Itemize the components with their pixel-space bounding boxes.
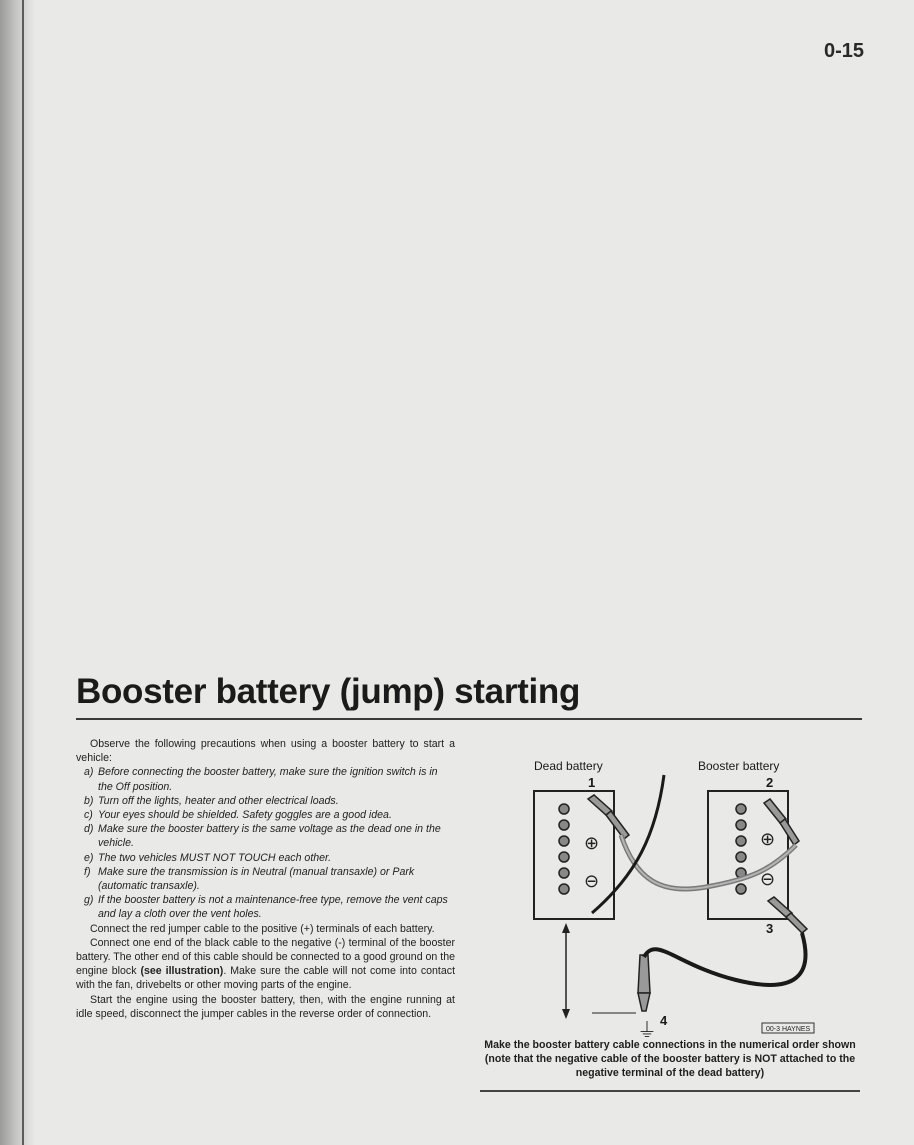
binding-edge [22, 0, 24, 1145]
booster-battery-label: Booster battery [698, 759, 780, 773]
page-binding-shadow [0, 0, 34, 1145]
intro-paragraph: Observe the following precautions when using a booster battery to start a vehicle: [76, 738, 455, 765]
dead-negative-terminal: ⊖ [584, 871, 600, 892]
dead-battery-label: Dead battery [534, 759, 603, 773]
list-item: f) Make sure the transmission is in Neutral (manual transaxle) or Park (automatic transaxle). [84, 865, 415, 893]
booster-negative-terminal: ⊖ [760, 869, 776, 890]
page-number: 0-15 [823, 40, 864, 62]
list-item: a) Before connecting the booster battery, make sure the ignition switch is in the Off position. [84, 766, 438, 793]
list-item: g) If the booster battery is not a maintenance-free type, remove the vent caps and lay a cloth over the vent holes. [84, 894, 448, 921]
black-cable-paragraph: Connect one end of the black cable to the negative (-) terminal of the booster battery. The other end of this cable should be connected to a good ground on the engine block (see illustration). Make sure the cable will not come into contact with the fan, drivebelts or other moving parts of the engine. [76, 936, 456, 992]
section-heading: Booster battery (jump) starting [76, 672, 581, 711]
step-number-2: 2 [766, 775, 774, 790]
clamp-ground-icon [638, 955, 650, 1011]
caption-rule [480, 1090, 860, 1092]
list-item: d) Make sure the booster battery is the same voltage as the dead one in the vehicle. [84, 823, 441, 850]
red-cable-paragraph: Connect the red jumper cable to the positive (+) terminals of each battery. [90, 922, 435, 935]
list-item: b) Turn off the lights, heater and other electrical loads. [84, 794, 339, 807]
ground-icon: ⏚ [637, 1018, 657, 1042]
dead-battery-cells [559, 804, 569, 894]
black-jumper-cable [644, 933, 806, 985]
reference-code: 00-3 HAYNES [766, 1026, 811, 1033]
booster-positive-terminal: ⊕ [760, 829, 776, 850]
list-item: c) Your eyes should be shielded. Safety goggles are a good idea. [84, 809, 392, 822]
cable-lead-line [592, 775, 664, 913]
step-number-4: 4 [660, 1013, 668, 1028]
step-number-1: 1 [588, 775, 596, 790]
jump-start-diagram [496, 745, 862, 1045]
body-text [76, 737, 455, 1021]
list-item: e) The two vehicles MUST NOT TOUCH each other. [84, 851, 332, 864]
step-number-3: 3 [766, 921, 774, 936]
heading-rule [76, 718, 862, 720]
precautions-list [76, 765, 455, 921]
illustration-reference: (see illustration) [140, 965, 224, 978]
dead-positive-terminal: ⊕ [584, 833, 600, 854]
start-engine-paragraph: Start the engine using the booster battery, then, with the engine running at idle speed, disconnect the jumper cables in the reverse order of connection. [76, 993, 455, 1020]
figure-caption: Make the booster battery cable connections in the numerical order shown (note that the negative cable of the booster battery is NOT attached to the negative terminal of the dead battery) [484, 1039, 856, 1080]
